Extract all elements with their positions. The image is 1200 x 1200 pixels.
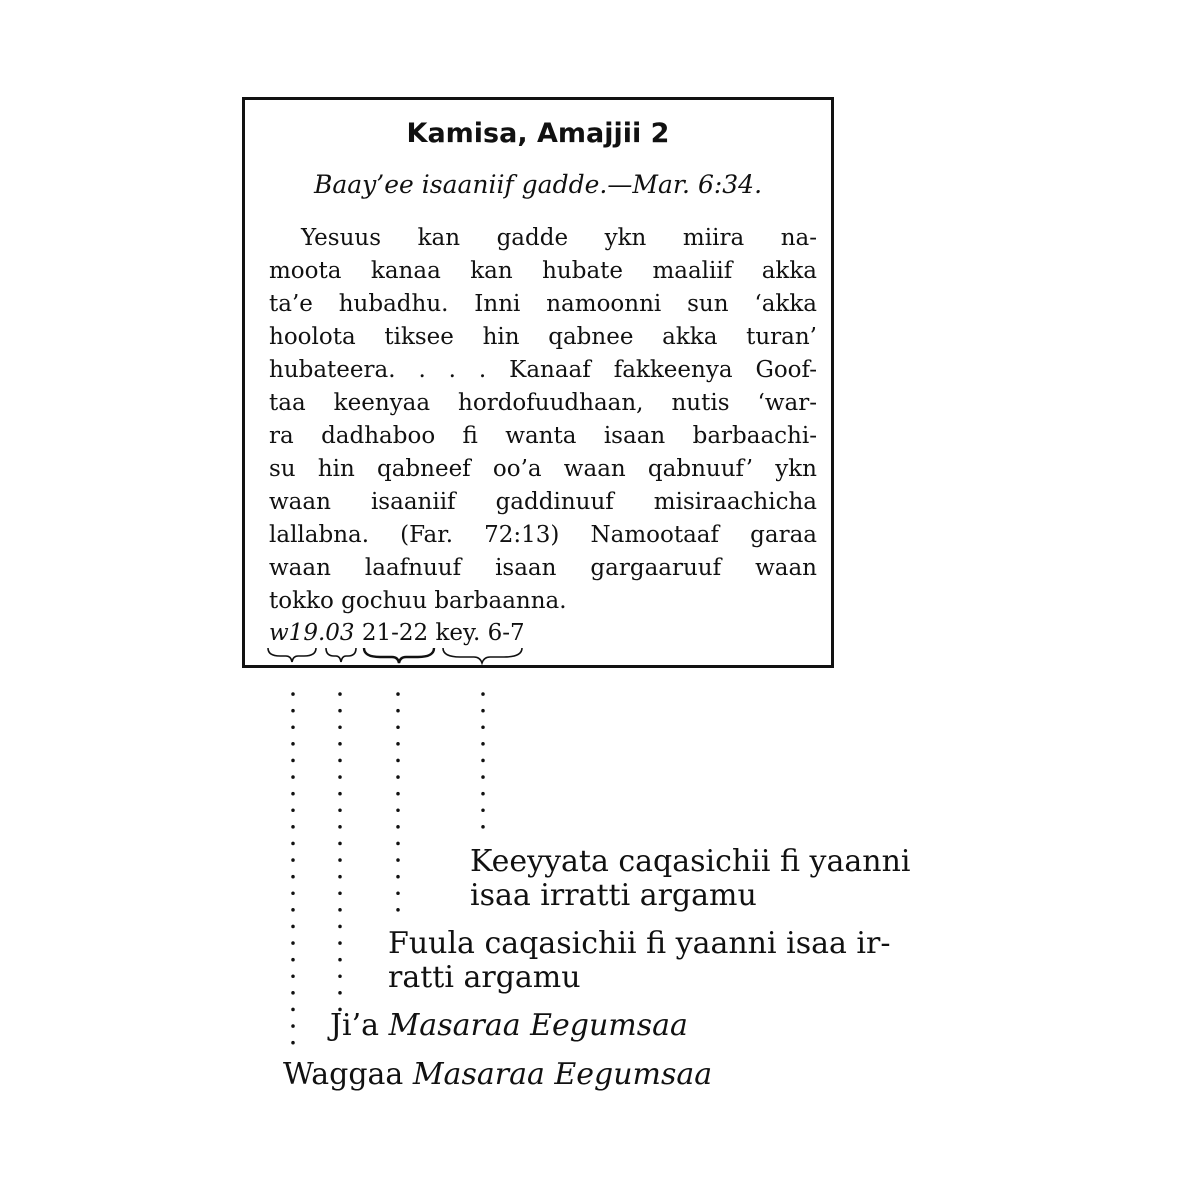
legend-year-prefix: Waggaa xyxy=(283,1057,413,1092)
comment-line: hubateera. . . . Kanaaf fakkeenya Goof- xyxy=(269,357,817,383)
legend-month xyxy=(330,1009,688,1043)
legend-year-publication: Masaraa Eegumsaa xyxy=(412,1057,713,1092)
comment-line: Yesuus kan gadde ykn miira na- xyxy=(301,225,817,251)
legend-page-line2: ratti argamu xyxy=(388,960,581,995)
legend-page xyxy=(388,927,891,995)
reference-issue: .03 xyxy=(317,620,355,646)
legend-year xyxy=(283,1058,712,1092)
reference-publication: w19 xyxy=(269,620,318,646)
legend-page-line1: Fuula caqasichii fi yaanni isaa ir- xyxy=(388,926,891,961)
daily-text-theme-scripture: Baay’ee isaaniif gadde.—Mar. 6:34. xyxy=(313,170,763,199)
legend-paragraphs-line1: Keeyyata caqasichii fi yaanni xyxy=(470,844,911,879)
legend-month-prefix: Ji’a xyxy=(330,1008,389,1043)
comment-line: hoolota tiksee hin qabnee akka turan’ xyxy=(269,324,817,350)
legend-paragraphs xyxy=(470,845,911,913)
comment-line: waan isaaniif gaddinuuf misiraachicha xyxy=(269,489,817,515)
comment-line: moota kanaa kan hubate maaliif akka xyxy=(269,258,817,284)
comment-line: ta’e hubadhu. Inni namoonni sun ‘akka xyxy=(269,291,817,317)
comment-line: waan laafnuuf isaan gargaaruuf waan xyxy=(269,555,817,581)
reference-pages: 21-22 xyxy=(361,620,429,646)
legend-month-publication: Masaraa Eegumsaa xyxy=(388,1008,688,1043)
comment-line: su hin qabneef oo’a waan qabnuuf’ ykn xyxy=(269,456,817,482)
comment-line: taa keenyaa hordofuudhaan, nutis ‘war- xyxy=(269,390,817,416)
comment-line: tokko gochuu barbaanna. xyxy=(269,588,567,614)
comment-line: lallabna. (Far. 72:13) Namootaaf garaa xyxy=(269,522,817,548)
reference-paragraphs: key. 6-7 xyxy=(435,620,525,646)
daily-text-date: Kamisa, Amajjii 2 xyxy=(406,118,670,149)
legend-paragraphs-line2: isaa irratti argamu xyxy=(470,878,757,913)
comment-line: ra dadhaboo fi wanta isaan barbaachi- xyxy=(269,423,817,449)
